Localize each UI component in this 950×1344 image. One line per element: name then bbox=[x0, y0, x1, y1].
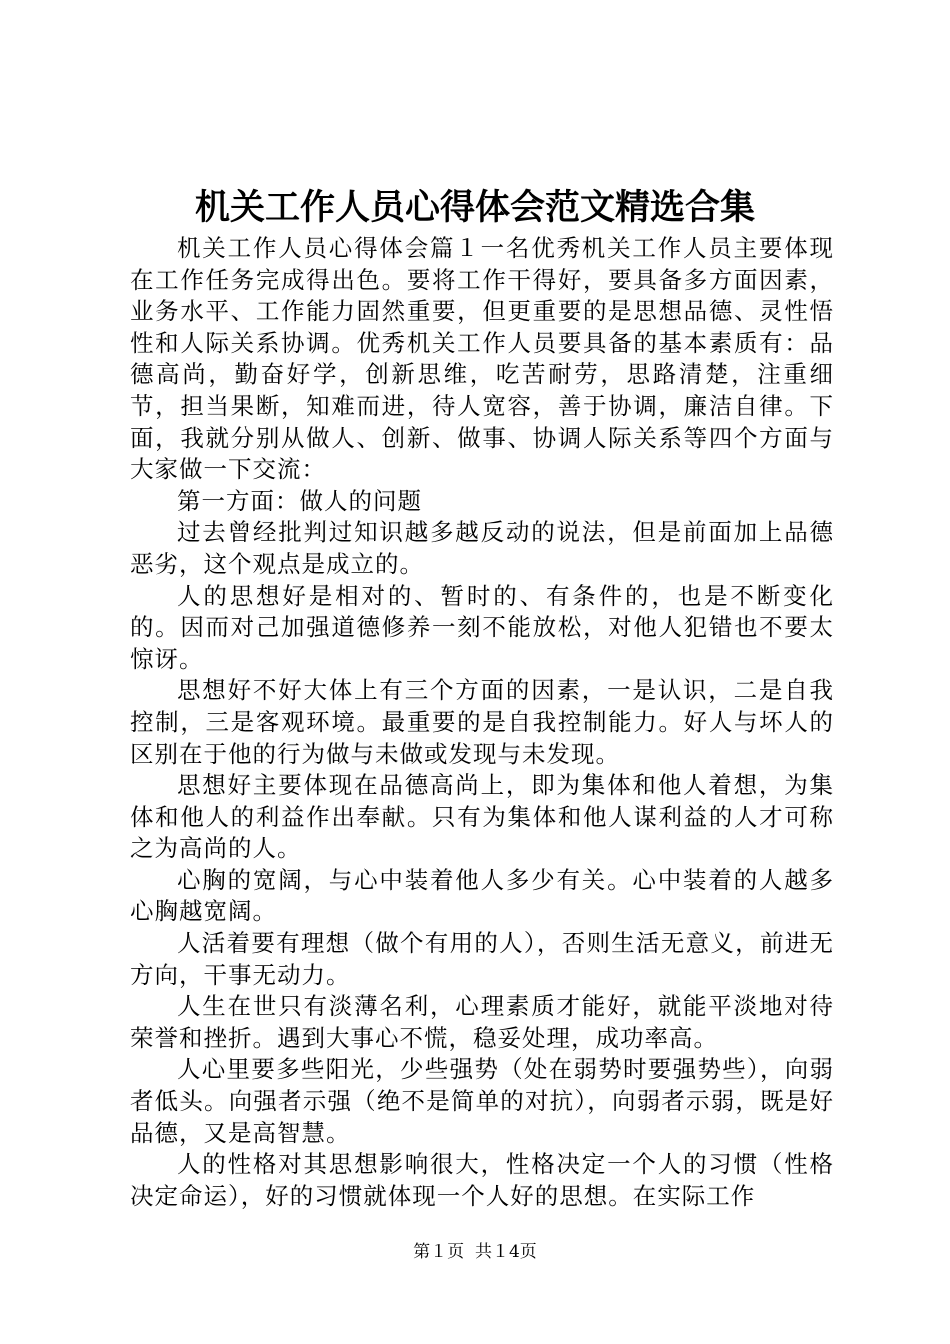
paragraph: 机关工作人员心得体会篇１一名优秀机关工作人员主要体现在工作任务完成得出色。要将工作干得好，要具备多方面因素，业务水平、工作能力固然重要，但更重要的是思想品德、灵性悟性和人际关系协调。优秀机关工作人员要具备的基本素质有：品德高尚，勤奋好学，创新思维，吃苦耐劳，思路清楚，注重细节，担当果断，知难而进，待人宽容，善于协调，廉洁自律。下面，我就分别从做人、创新、做事、协调人际关系等四个方面与大家做一下交流： bbox=[130, 234, 834, 484]
page-number: 第１页 bbox=[413, 1242, 465, 1262]
paragraph: 过去曾经批判过知识越多越反动的说法，但是前面加上品德恶劣，这个观点是成立的。 bbox=[130, 518, 834, 578]
page-total: 共１4页 bbox=[474, 1242, 537, 1262]
document-body bbox=[130, 233, 834, 1212]
paragraph: 人的思想好是相对的、暂时的、有条件的，也是不断变化的。因而对己加强道德修养一刻不能放松，对他人犯错也不要太惊讶。 bbox=[130, 581, 834, 673]
page-footer bbox=[0, 1240, 950, 1264]
document-title: 机关工作人员心得体会范文精选合集 bbox=[194, 187, 755, 228]
paragraph: 心胸的宽阔，与心中装着他人多少有关。心中装着的人越多心胸越宽阔。 bbox=[130, 865, 834, 926]
paragraph: 人活着要有理想（做个有用的人），否则生活无意义，前进无方向，干事无动力。 bbox=[130, 929, 834, 989]
paragraph: 人心里要多些阳光，少些强势（处在弱势时要强势些），向弱者低头。向强者示强（绝不是简单的对抗），向弱者示弱，既是好品德，又是高智慧。 bbox=[130, 1055, 834, 1147]
paragraph: 思想好不好大体上有三个方面的因素，一是认识，二是自我控制，三是客观环境。最重要的是自我控制能力。好人与坏人的区别在于他的行为做与未做或发现与未发现。 bbox=[130, 676, 834, 768]
paragraph: 人生在世只有淡薄名利，心理素质才能好，就能平淡地对待荣誉和挫折。遇到大事心不慌，稳妥处理，成功率高。 bbox=[130, 992, 834, 1052]
paragraph: 思想好主要体现在品德高尚上，即为集体和他人着想，为集体和他人的利益作出奉献。只有为集体和他人谋利益的人才可称之为高尚的人。 bbox=[130, 771, 834, 863]
paragraph: 人的性格对其思想影响很大，性格决定一个人的习惯（性格决定命运），好的习惯就体现一个人好的思想。在实际工作 bbox=[130, 1150, 834, 1210]
section-heading: 第一方面：做人的问题 bbox=[177, 486, 422, 515]
